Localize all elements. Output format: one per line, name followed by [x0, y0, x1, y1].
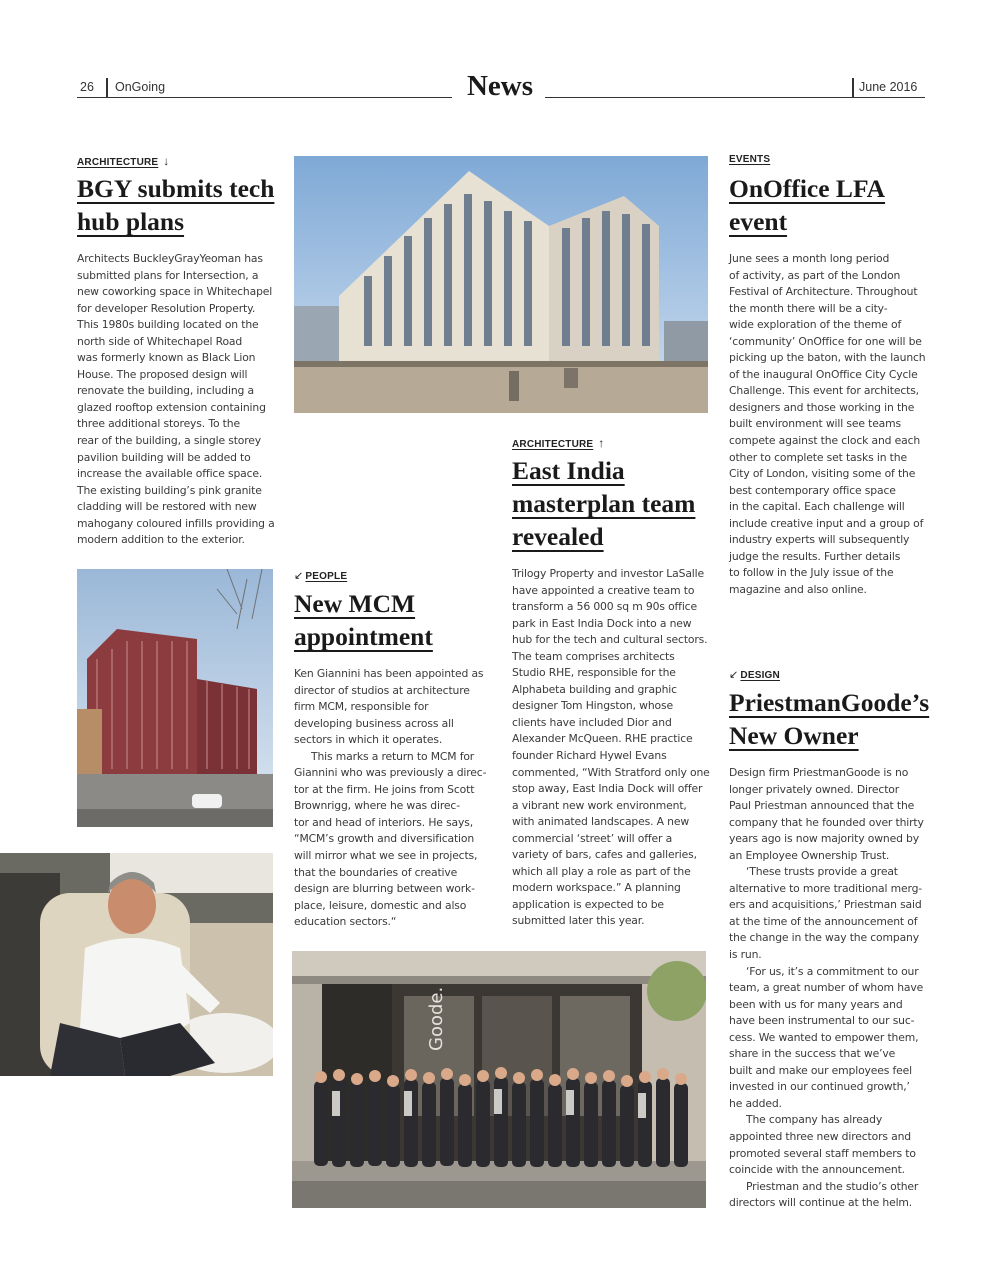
- priestmangoode-team-photo: [292, 951, 706, 1208]
- bgy-body: [77, 251, 275, 549]
- body-line: City of London, visiting some of the: [729, 467, 916, 481]
- body-line: director of studios at architecture: [294, 683, 470, 697]
- body-line: House. The proposed design will: [77, 367, 248, 381]
- onoffice-headline: [729, 172, 885, 238]
- body-line: commented, “With Stratford only one: [512, 765, 710, 779]
- goode-sign-text: Goode.: [426, 986, 447, 1051]
- body-line: other to complete set tasks in the: [729, 450, 907, 464]
- body-line: rear of the building, a single storey: [77, 434, 262, 448]
- body-line: appointed three new directors and: [729, 1130, 912, 1144]
- eastindia-body: [512, 566, 710, 930]
- body-line: design are blurring between work-: [294, 882, 475, 896]
- headline-line: New Owner: [729, 721, 859, 750]
- body-line: modern addition to the exterior.: [77, 533, 245, 547]
- headline-line: revealed: [512, 522, 604, 551]
- header-rule-left: [77, 97, 452, 98]
- body-line: park in East India Dock into a new: [512, 616, 692, 630]
- body-line: Priestman and the studio’s other: [746, 1179, 919, 1193]
- headline-line: event: [729, 207, 788, 236]
- body-line: north side of Whitechapel Road: [77, 334, 243, 348]
- body-line: ‘For us, it’s a commitment to our: [746, 964, 919, 978]
- body-line: been with us for many years and: [729, 997, 903, 1011]
- body-line: years ago is now majority owned by: [729, 832, 920, 846]
- headline-line: PriestmanGoode’s: [729, 688, 930, 717]
- body-line: the month there will be a city-: [729, 301, 888, 315]
- body-line: Trilogy Property and investor LaSalle: [512, 567, 704, 580]
- body-line: The company has already: [746, 1113, 883, 1127]
- body-line: longer privately owned. Director: [729, 782, 900, 796]
- body-line: submitted later this year.: [512, 914, 645, 928]
- body-line: Ken Giannini has been appointed as: [294, 667, 484, 680]
- body-line: tor and head of interiors. He says,: [294, 815, 474, 829]
- arrow-down-icon: ↓: [163, 154, 170, 168]
- mcm-headline: [294, 587, 433, 653]
- body-line: firm MCM, responsible for: [294, 700, 429, 714]
- onoffice-body: [729, 251, 926, 598]
- body-line: submitted plans for Intersection, a: [77, 268, 259, 282]
- body-line: glazed rooftop extension containing: [77, 400, 266, 414]
- headline-line: OnOffice LFA: [729, 174, 886, 203]
- body-line: judge the results. Further details: [729, 549, 901, 563]
- body-line: directors will continue at the helm.: [729, 1196, 913, 1210]
- header-separator-right: [852, 78, 854, 97]
- body-line: application is expected to be: [512, 897, 664, 911]
- body-line: compete against the clock and each: [729, 434, 921, 448]
- arrow-up-icon: ↑: [598, 436, 605, 450]
- arrow-down-left-icon: ↙: [294, 570, 304, 582]
- headline-line: masterplan team: [512, 489, 696, 518]
- priestman-headline: [729, 686, 929, 752]
- body-line: at the time of the announcement of: [729, 914, 918, 928]
- body-line: wide exploration of the theme of: [729, 318, 902, 332]
- header-rule-right: [545, 97, 925, 98]
- body-line: Studio RHE, responsible for the: [512, 666, 676, 680]
- section-name: OnGoing: [115, 80, 166, 94]
- body-line: team, a great number of whom have: [729, 981, 924, 995]
- body-line: best contemporary office space: [729, 483, 896, 497]
- body-line: renovate the building, including a: [77, 384, 254, 398]
- onoffice-section-tag: [729, 154, 770, 165]
- body-line: of the inaugural OnOffice City Cycle: [729, 367, 918, 381]
- body-line: picking up the baton, with the launch: [729, 351, 926, 365]
- body-line: The team comprises architects: [512, 649, 675, 663]
- bgy-building-rendering: [77, 569, 273, 827]
- body-line: magazine and also online.: [729, 582, 867, 596]
- body-line: have appointed a creative team to: [512, 583, 695, 597]
- headline-line: East India: [512, 456, 625, 485]
- body-line: in the capital. Each challenge will: [729, 500, 905, 514]
- body-line: for developer Resolution Property.: [77, 301, 256, 315]
- body-line: with animated landscapes. A new: [512, 815, 690, 829]
- body-line: modern workspace.” A planning: [512, 881, 681, 895]
- body-line: transform a 56 000 sq m 90s office: [512, 600, 697, 614]
- body-line: Alexander McQueen. RHE practice: [512, 732, 693, 746]
- body-line: that the boundaries of creative: [294, 865, 458, 879]
- body-line: pavilion building will be added to: [77, 450, 251, 464]
- body-line: alternative to more traditional merg-: [729, 881, 923, 895]
- headline-line: BGY submits tech: [77, 174, 275, 203]
- body-line: designer Tom Hingston, whose: [512, 699, 673, 713]
- body-line: mahogany coloured infills providing a: [77, 516, 275, 530]
- body-line: founder Richard Hywel Evans: [512, 749, 667, 763]
- body-line: the change in the way the company: [729, 931, 919, 945]
- header-separator-left: [106, 78, 108, 97]
- headline-line: hub plans: [77, 207, 185, 236]
- page-number: 26: [80, 80, 94, 94]
- body-line: have been instrumental to our suc-: [729, 1014, 915, 1028]
- body-line: developing business across all: [294, 716, 454, 730]
- body-line: to follow in the July issue of the: [729, 566, 894, 580]
- priestman-tag-label: DESIGN: [740, 670, 780, 681]
- body-line: was formerly known as Black Lion: [77, 351, 256, 365]
- onoffice-tag-label: EVENTS: [729, 154, 771, 165]
- body-line: new coworking space in Whitechapel: [77, 285, 273, 299]
- body-line: commercial ‘street’ will offer a: [512, 831, 673, 845]
- bgy-tag-label: ARCHITECTURE: [77, 157, 159, 168]
- body-line: stop away, East India Dock will offer: [512, 782, 703, 796]
- eastindia-headline: [512, 454, 695, 553]
- body-line: increase the available office space.: [77, 467, 263, 481]
- bgy-section-tag: [77, 154, 170, 168]
- body-line: Brownrigg, where he was direc-: [294, 799, 460, 813]
- body-line: The existing building’s pink granite: [77, 483, 262, 497]
- body-line: Alphabeta building and graphic: [512, 682, 677, 696]
- issue-date: June 2016: [859, 80, 918, 94]
- body-line: Architects BuckleyGrayYeoman has: [77, 252, 263, 265]
- east-india-building-photo: [294, 156, 708, 413]
- body-line: tor at the firm. He joins from Scott: [294, 782, 475, 796]
- body-line: built environment will see teams: [729, 417, 901, 431]
- eastindia-tag-label: ARCHITECTURE: [512, 439, 594, 450]
- body-line: education sectors.“: [294, 915, 397, 929]
- arrow-down-left-icon: ↙: [729, 669, 739, 681]
- body-line: coincide with the announcement.: [729, 1163, 905, 1177]
- body-line: will mirror what we see in projects,: [294, 849, 478, 863]
- body-line: designers and those working in the: [729, 400, 915, 414]
- body-line: company that he founded over thirty: [729, 815, 924, 829]
- body-line: which all play a role as part of the: [512, 864, 691, 878]
- body-line: ‘community’ OnOffice for one will be: [729, 334, 922, 348]
- body-line: This marks a return to MCM for: [311, 749, 475, 763]
- body-line: promoted several staff members to: [729, 1146, 916, 1160]
- page-title: News: [466, 70, 534, 102]
- mcm-tag-label: PEOPLE: [305, 571, 348, 582]
- body-line: share in the success that we’ve: [729, 1047, 896, 1061]
- body-line: cladding will be restored with new: [77, 500, 257, 514]
- ken-giannini-portrait: [0, 853, 273, 1076]
- body-line: Giannini who was previously a direc-: [294, 766, 487, 780]
- body-line: invested in our continued growth,’: [729, 1080, 910, 1094]
- body-line: a vibrant new work environment,: [512, 798, 687, 812]
- headline-line: appointment: [294, 622, 433, 651]
- body-line: three additional storeys. To the: [77, 417, 240, 431]
- body-line: is run.: [729, 948, 762, 962]
- body-line: June sees a month long period: [729, 252, 890, 265]
- body-line: ‘These trusts provide a great: [746, 865, 898, 879]
- bgy-headline: [77, 172, 274, 238]
- body-line: he added.: [729, 1096, 782, 1110]
- mcm-section-tag: [294, 569, 347, 582]
- body-line: This 1980s building located on the: [77, 318, 259, 332]
- body-line: sectors in which it operates.: [294, 733, 443, 747]
- priestman-body: [729, 765, 924, 1212]
- eastindia-section-tag: [512, 436, 605, 450]
- body-line: Challenge. This event for architects,: [729, 384, 919, 398]
- body-line: Paul Priestman announced that the: [729, 799, 915, 813]
- body-line: include creative input and a group of: [729, 516, 924, 530]
- mcm-body: [294, 666, 486, 931]
- body-line: industry experts will subsequently: [729, 533, 910, 547]
- body-line: cess. We wanted to empower them,: [729, 1030, 919, 1044]
- headline-line: New MCM: [294, 589, 416, 618]
- body-line: variety of bars, cafes and galleries,: [512, 848, 697, 862]
- body-line: clients have included Dior and: [512, 715, 672, 729]
- body-line: an Employee Ownership Trust.: [729, 848, 890, 862]
- body-line: “MCM’s growth and diversification: [294, 832, 475, 846]
- body-line: ers and acquisitions,’ Priestman said: [729, 898, 922, 912]
- body-line: of activity, as part of the London: [729, 268, 901, 282]
- body-line: hub for the tech and cultural sectors.: [512, 633, 708, 647]
- body-line: built and make our employees feel: [729, 1063, 912, 1077]
- body-line: Design firm PriestmanGoode is no: [729, 766, 909, 779]
- body-line: Festival of Architecture. Throughout: [729, 285, 918, 299]
- body-line: place, leisure, domestic and also: [294, 898, 467, 912]
- priestman-section-tag: [729, 668, 780, 681]
